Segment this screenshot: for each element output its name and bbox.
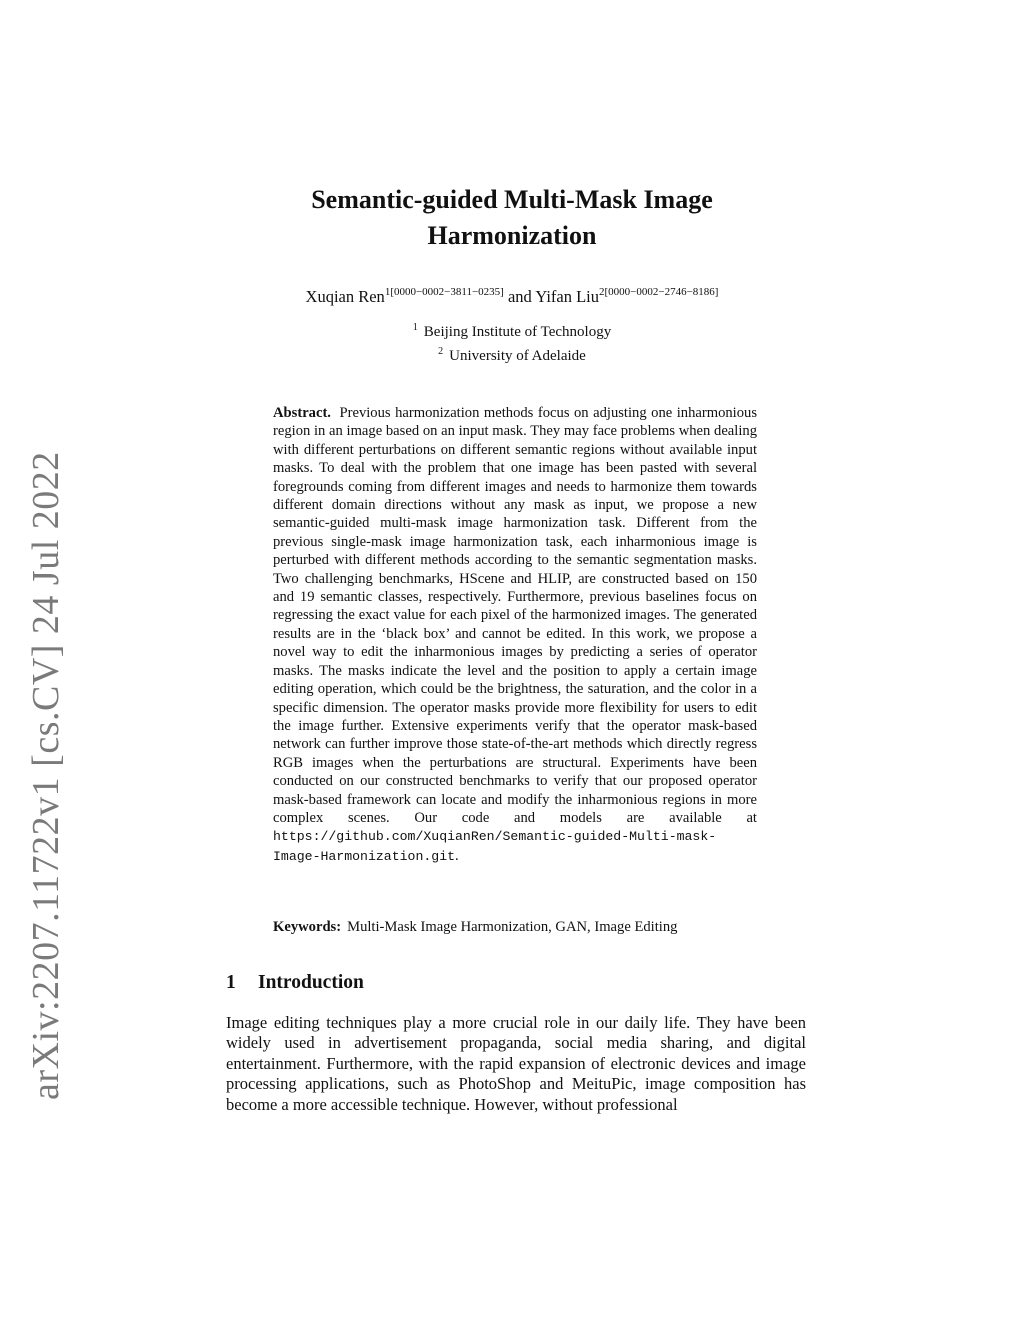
author-orcid: 1[0000−0002−3811−0235] xyxy=(384,286,504,298)
introduction-paragraph: Image editing techniques play a more crucial role in our daily life. They have been widely used in advertisement propaganda, social media sharing, and digital entertainment. Furthermore, with the rapid expansion of electronic devices and image processing applications, such as PhotoShop and MeituPic, image composition has become a more accessible technique. However, without professional xyxy=(226,1013,806,1114)
abstract xyxy=(273,404,757,866)
keywords-text: Multi-Mask Image Harmonization, GAN, Image Editing xyxy=(347,919,678,935)
keywords xyxy=(273,918,757,936)
section-heading xyxy=(226,970,364,996)
abstract-label: Abstract. xyxy=(273,405,331,421)
author-name: Xuqian Ren xyxy=(305,287,385,306)
abstract-end: . xyxy=(455,847,459,864)
author-orcid: 2[0000−0002−2746−8186] xyxy=(599,286,719,298)
section-title: Introduction xyxy=(258,972,364,993)
code-repository-link[interactable]: https://github.com/XuqianRen/Semantic-guided-Multi-mask-Image-Harmonization.git xyxy=(273,829,717,864)
affiliation-number: 2 xyxy=(438,346,444,357)
keywords-label: Keywords: xyxy=(273,919,342,935)
arxiv-identifier-stamp: arXiv:2207.11722v1 [cs.CV] 24 Jul 2022 xyxy=(25,451,67,1100)
author-list xyxy=(0,280,1024,309)
paper-title-line-2: Harmonization xyxy=(427,221,597,250)
affiliation-item xyxy=(0,342,1024,366)
affiliation-name: Beijing Institute of Technology xyxy=(423,324,612,340)
section-number: 1 xyxy=(226,972,236,993)
author-connector: and xyxy=(507,287,532,306)
author-name: Yifan Liu xyxy=(535,287,600,306)
abstract-text: Previous harmonization methods focus on adjusting one inharmonious region in an image based on an input mask. They may face problems when dealing with different perturbations on different semantic regions without available input masks. To deal with the problem that one image has been pasted with several foregrounds coming from different images and needs to harmonize them towards different domain directions without any mask as input, we propose a new semantic-guided multi-mask image harmonization task. Different from the previous single-mask image harmonization task, each inharmonious image is perturbed with different methods according to the semantic segmentation masks. Two challenging benchmarks, HScene and HLIP, are constructed based on 150 and 19 semantic classes, respectively. Furthermore, previous baselines focus on regressing the exact value for each pixel of the harmonized images. The generated results are in the ‘black box’ and cannot be edited. In this work, we propose a novel way to edit the inharmonious images by predicting a series of operator masks. The masks indicate the level and the position to apply a certain image editing operation, which could be the brightness, the saturation, and the color in a specific dimension. The operator masks provide more flexibility for users to edit the image further. Extensive experiments verify that the operator mask-based network can further improve those state-of-the-art methods which directly regress RGB images when the perturbations are structural. Experiments have been conducted on our constructed benchmarks to verify that our proposed operator mask-based framework can locate and modify the inharmonious regions in more complex scenes. Our code and models are available at xyxy=(273,405,758,826)
affiliation-number: 1 xyxy=(412,322,418,333)
affiliation-list xyxy=(0,318,1024,366)
affiliation-item xyxy=(0,318,1024,342)
affiliation-name: University of Adelaide xyxy=(449,348,586,364)
paper-title xyxy=(0,182,1024,254)
paper-title-line-1: Semantic-guided Multi-Mask Image xyxy=(311,185,713,214)
